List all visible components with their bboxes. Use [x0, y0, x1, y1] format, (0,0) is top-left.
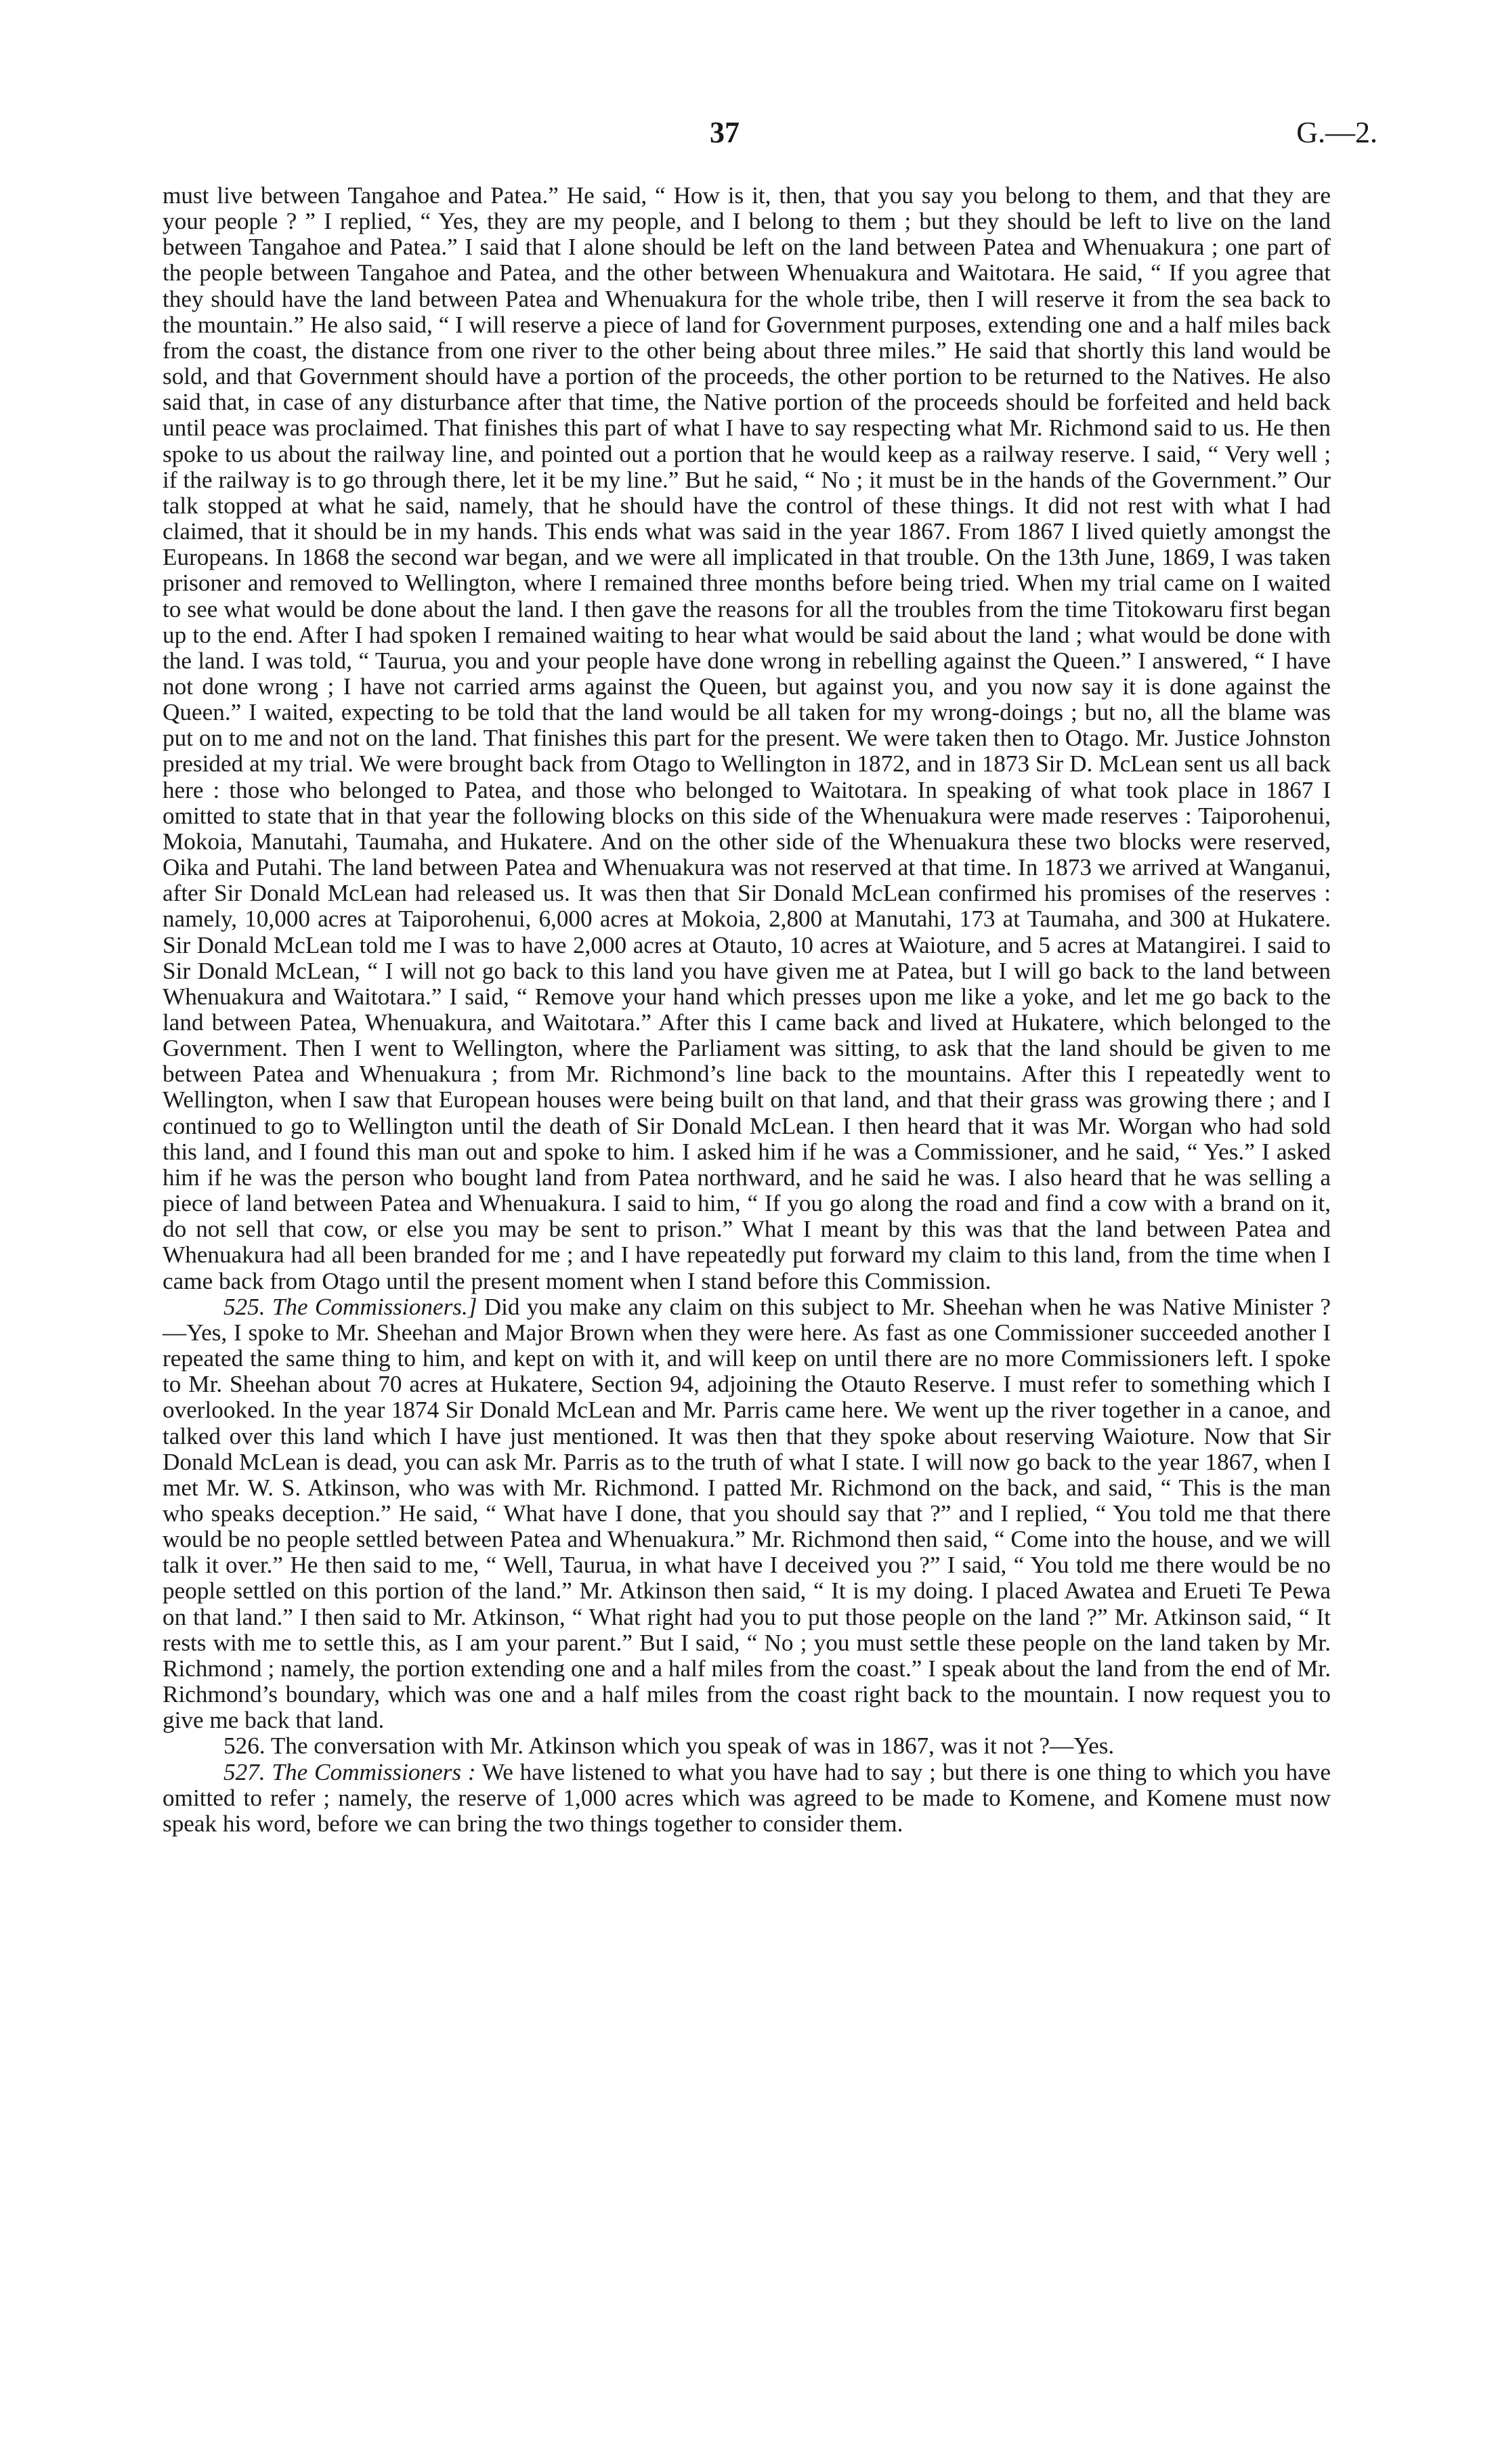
paragraph-text: 526. The conversation with Mr. Atkinson which you speak of was in 1867, was it not ?—Yes. [223, 1733, 1115, 1760]
paragraph-text: must live between Tangahoe and Patea.” He said, “ How is it, then, that you say you belong to them, and that they are your people ? ” I replied, “ Yes, they are my people, and I belong to them ; but they should be left to live on the land between Tangahoe and Patea.” I said that I alone should be left on the land between Patea and Whenuakura ; one part of the people between Tangahoe and Patea, and the other between Whenuakura and Waitotara. He said, “ If you agree that they should have the land between Patea and Whenuakura for the whole tribe, then I will reserve it from the sea back to the mountain.” He also said, “ I will reserve a piece of land for Government purposes, extending one and a half miles back from the coast, the distance from one river to the other being about three miles.” He said that shortly this land would be sold, and that Government should have a portion of the proceeds, the other portion to be returned to the Natives. He also said that, in case of any disturbance after that time, the Native portion of the proceeds should be forfeited and held back until peace was proclaimed. That finishes this part of what I have to say respecting what Mr. Richmond said to us. He then spoke to us about the railway line, and pointed out a portion that he would keep as a railway reserve. I said, “ Very well ; if the railway is to go through there, let it be my line.” But he said, “ No ; it must be in the hands of the Government.” Our talk stopped at what he said, namely, that he should have the control of these things. It did not rest with what I had claimed, that it should be in my hands. This ends what was said in the year 1867. From 1867 I lived quietly amongst the Europeans. In 1868 the second war began, and we were all implicated in that trouble. On the 13th June, 1869, I was taken prisoner and removed to Wellington, where I remained three months before being tried. When my trial came on I waited to see what would be done about the land. I then gave the reasons for all the troubles from the time Titokowaru first began up to the end. After I had spoken I remained waiting to hear what would be said about the land ; what would be done with the land. I was told, “ Taurua, you and your people have done wrong in rebelling against the Queen.” I answered, “ I have not done wrong ; I have not carried arms against the Queen, but against you, and you now say it is done against the Queen.” I waited, expecting to be told that the land would be all taken for my wrong-doings ; but no, all the blame was put on to me and not on the land. That finishes this part for the present. We were taken then to Otago. Mr. Justice Johnston presided at my trial. We were brought back from Otago to Wellington in 1872, and in 1873 Sir D. McLean sent us all back here : those who belonged to Patea, and those who belonged to Waitotara. In speaking of what took place in 1867 I omitted to state that in that year the following blocks on this side of the Whenuakura were made reserves : Taiporohenui, Mokoia, Manutahi, Taumaha, and Hukatere. And on the other side of the Whenuakura these two blocks were reserved, Oika and Putahi. The land between Patea and Whenuakura was not reserved at that time. In 1873 we arrived at Wanganui, after Sir Donald McLean had released us. It was then that Sir Donald McLean confirmed his promises of the reserves : namely, 10,000 acres at Taiporohenui, 6,000 acres at Mokoia, 2,800 at Manutahi, 173 at Taumaha, and 300 at Hukatere. Sir Donald McLean told me I was to have 2,000 acres at Otauto, 10 acres at Waioture, and 5 acres at Matangirei. I said to Sir Donald McLean, “ I will not go back to this land you have given me at Patea, but I will go back to the land between Whenuakura and Waitotara.” I said, “ Remove your hand which presses upon me like a yoke, and let me go back to the land between Patea, Whenuakura, and Waitotara.” After this I came back and lived at Hukatere, which belonged to the Government. Then I went to Wellington, where the Parliament was sitting, to ask that the land should be given to me between Patea and Whenuakura ; from Mr. Richmond’s line back to the mountains. After this I repeatedly went to Wellington, when I saw that European houses were being built on that land, and that their grass was growing there ; and I continued to go to Wellington until the death of Sir Donald McLean. I then heard that it was Mr. Worgan who had sold this land, and I found this man out and spoke to him. I asked him if he was a Commissioner, and he said, “ Yes.” I asked him if he was the person who bought land from Patea northward, and he said he was. I also heard that he was selling a piece of land between Patea and Whenuakura. I said to him, “ If you go along the road and find a cow with a brand on it, do not sell that cow, or else you may be sent to prison.” What I meant by this was that the land between Patea and Whenuakura had all been branded for me ; and I have repeatedly put forward my claim to this land, from the time when I came back from Otago until the present moment when I stand before this Commission. [163, 182, 1331, 1294]
paragraph-text: We have listened to what you have had to say ; but there is one thing to which you have omitted to refer ; namely, the reserve of 1,000 acres which was agreed to be made to Komene, and Komene must now speak his word, before we can bring the two things together to consider them. [163, 1758, 1331, 1837]
paragraph-text: Did you make any claim on this subject to Mr. Sheehan when he was Native Minister ?—Yes, I spoke to Mr. Sheehan and Major Brown when they were here. As fast as one Commissioner succeeded another I repeated the same thing to him, and kept on with it, and will keep on until there are no more Commissioners left. I spoke to Mr. Sheehan about 70 acres at Hukatere, Section 94, adjoining the Otauto Reserve. I must refer to something which I overlooked. In the year 1874 Sir Donald McLean and Mr. Parris came here. We went up the river together in a canoe, and talked over this land which I have just mentioned. It was then that they spoke about reserving Waioture. Now that Sir Donald McLean is dead, you can ask Mr. Parris as to the truth of what I state. I will now go back to the year 1867, when I met Mr. W. S. Atkinson, who was with Mr. Richmond. I patted Mr. Richmond on the back, and said, “ This is the man who speaks deception.” He said, “ What have I done, that you should say that ?” and I replied, “ You told me that there would be no people settled between Patea and Whenuakura.” Mr. Richmond then said, “ Come into the house, and we will talk it over.” He then said to me, “ Well, Taurua, in what have I deceived you ?” I said, “ You told me there would be no people settled on this portion of the land.” Mr. Atkinson then said, “ It is my doing. I placed Awatea and Erueti Te Pewa on that land.” I then said to Mr. Atkinson, “ What right had you to put those people on the land ?” Mr. Atkinson said, “ It rests with me to settle this, as I am your parent.” But I said, “ No ; you must settle these people on the land taken by Mr. Richmond ; namely, the portion extending one and a half miles from the coast.” I speak about the land from the end of Mr. Richmond’s boundary, which was one and a half miles from the coast right back to the mountain. I now request you to give me back that land. [163, 1293, 1331, 1734]
paragraph-question-525 [163, 1294, 1331, 1734]
paragraph-question-526 [163, 1733, 1331, 1759]
page-number: 37 [710, 116, 740, 149]
document-reference: G.—2. [1296, 116, 1377, 149]
paragraph-question-527 [163, 1760, 1331, 1837]
paragraph-evidence-continued [163, 183, 1331, 1294]
speaker-label: 525. The Commissioners.] [223, 1293, 477, 1320]
body-text [163, 183, 1331, 1837]
speaker-label: 527. The Commissioners : [223, 1758, 476, 1785]
